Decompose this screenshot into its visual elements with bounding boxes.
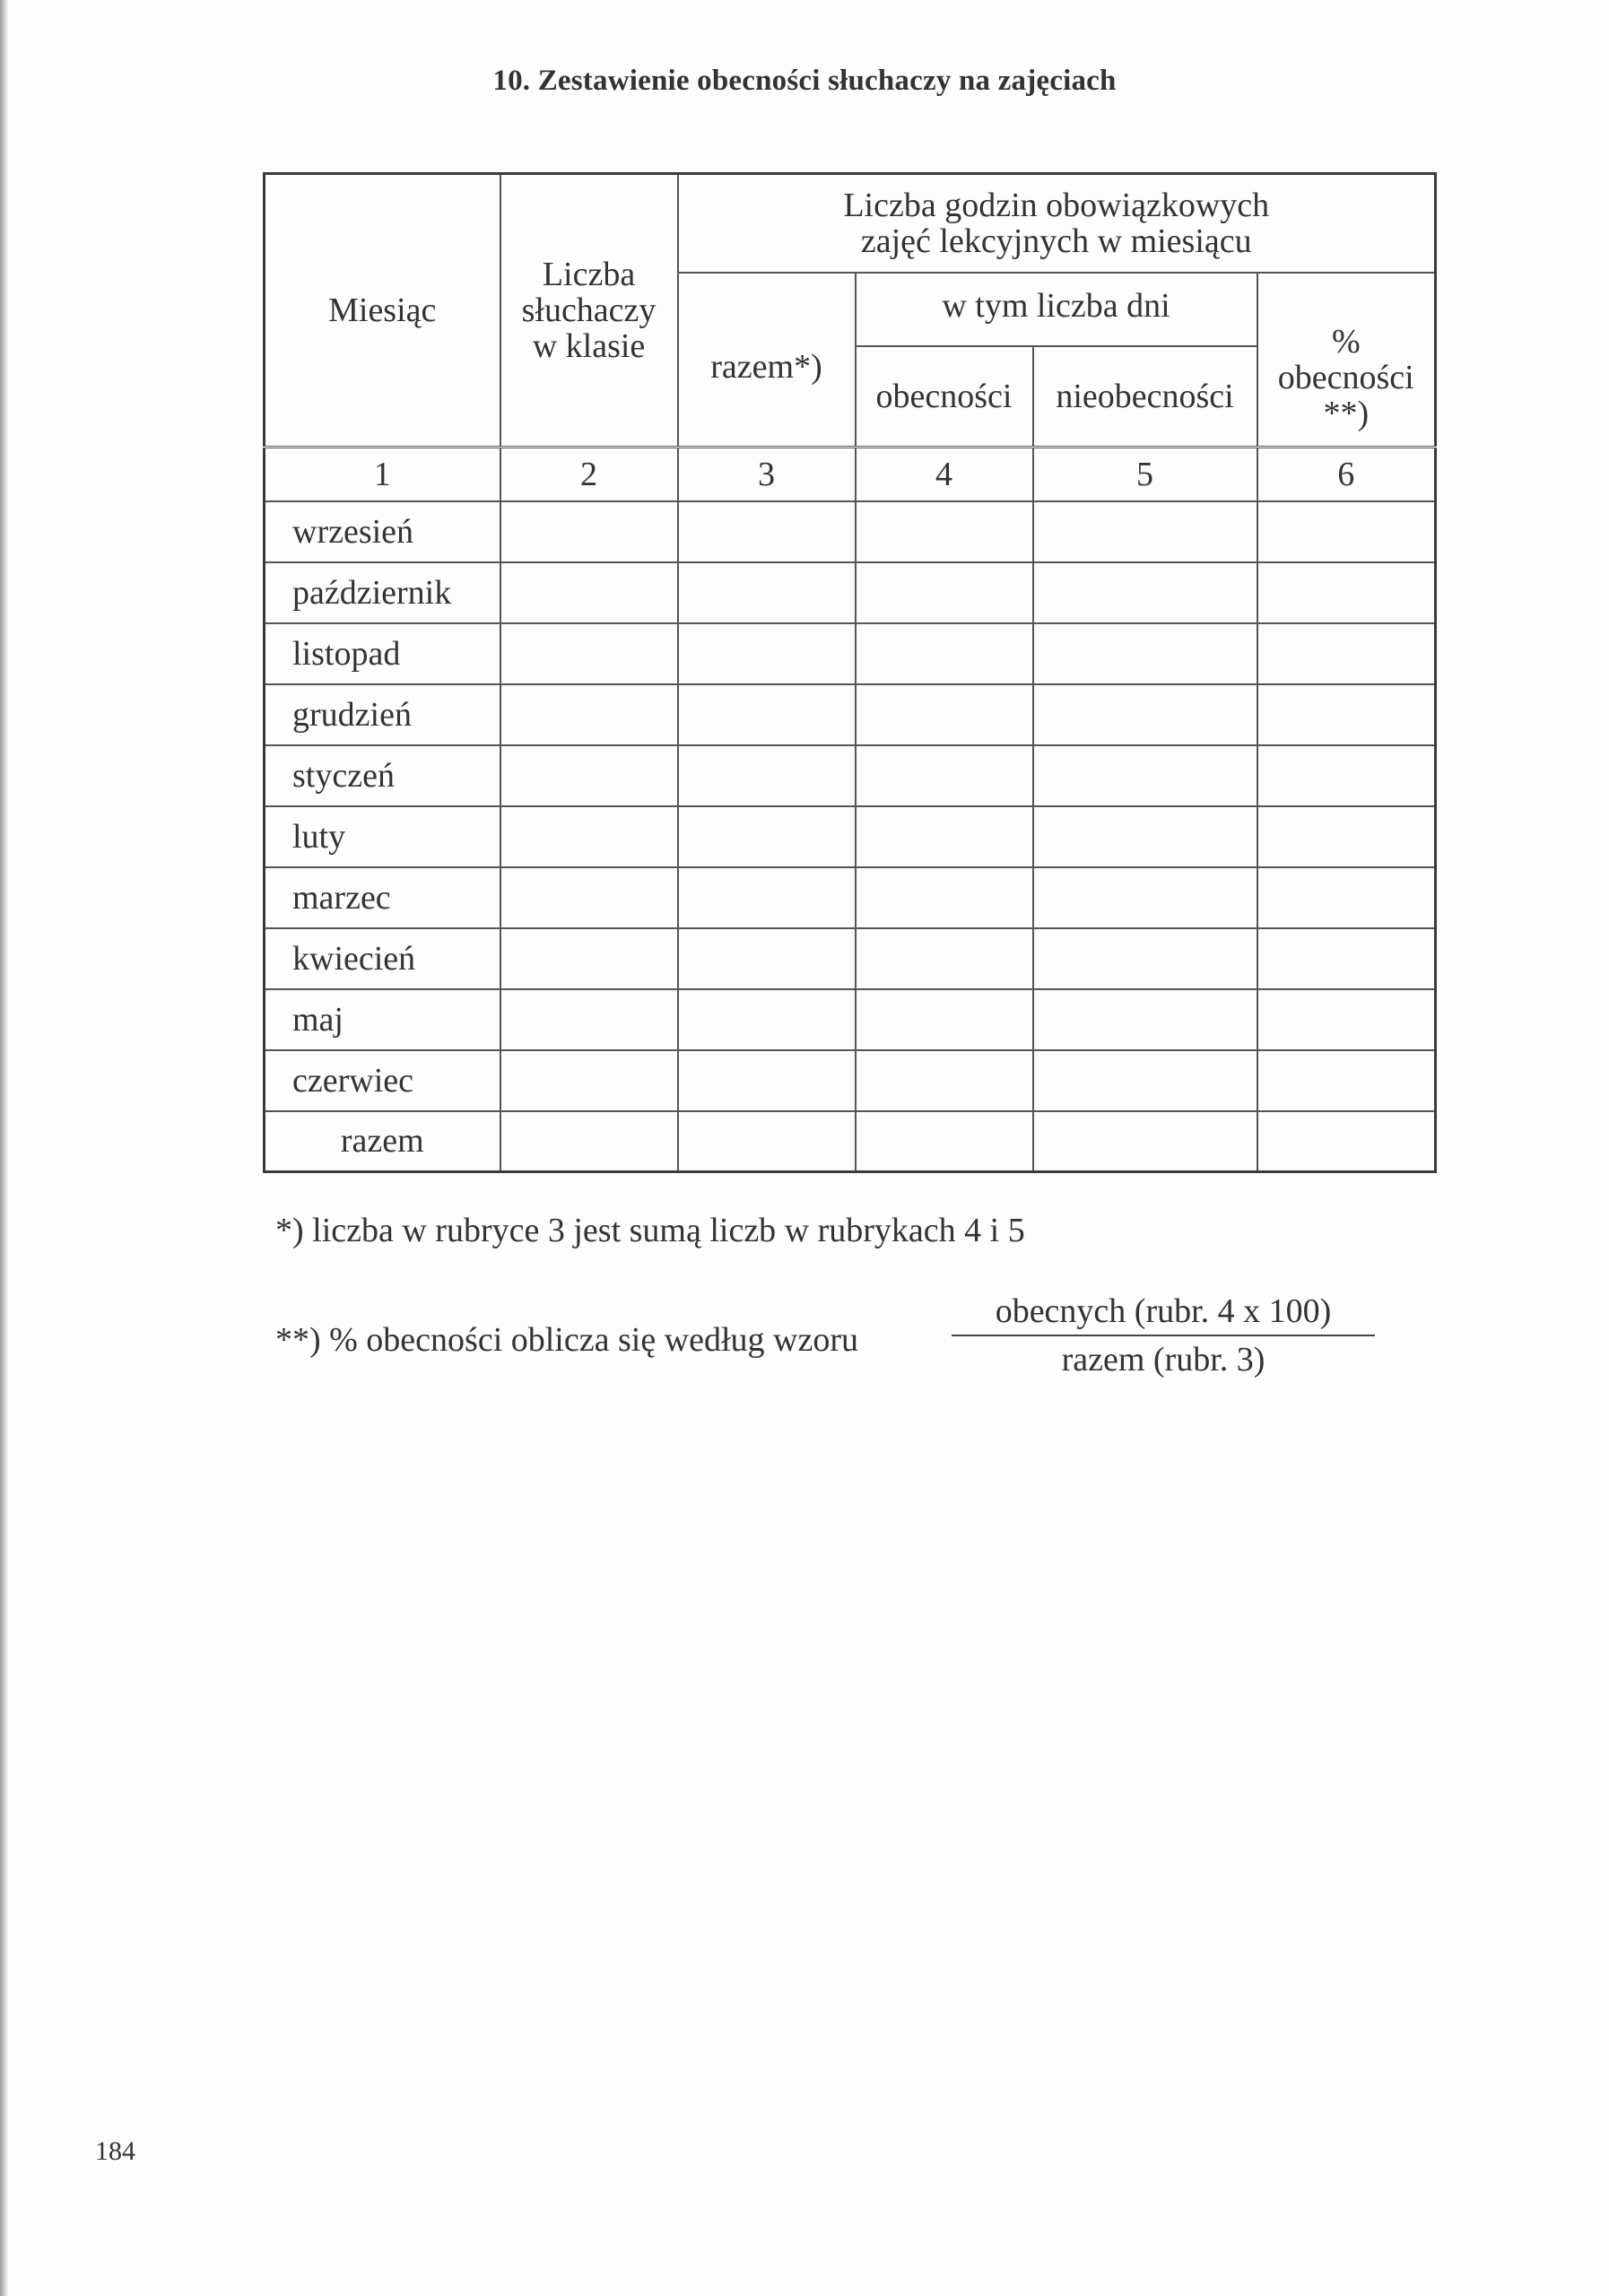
header-absent	[1033, 346, 1257, 448]
header-hours-group-line-2: zajęć lekcyjnych w miesiącu	[860, 222, 1252, 260]
cell-hours[interactable]	[678, 745, 856, 806]
cell-present[interactable]	[856, 623, 1033, 684]
table-row	[265, 623, 1436, 684]
cell-present[interactable]	[856, 562, 1033, 623]
table-row	[265, 684, 1436, 745]
cell-students[interactable]	[500, 867, 678, 928]
cell-students[interactable]	[500, 1050, 678, 1111]
table-row	[265, 989, 1436, 1050]
cell-absent[interactable]	[1033, 745, 1257, 806]
column-number: 3	[678, 448, 856, 501]
page-number: 184	[95, 2136, 135, 2166]
total-cell-hours[interactable]	[678, 1111, 856, 1172]
cell-percent[interactable]	[1257, 745, 1436, 806]
cell-present[interactable]	[856, 806, 1033, 867]
cell-absent[interactable]	[1033, 867, 1257, 928]
formula-fraction	[952, 1292, 1375, 1379]
fraction-bar	[952, 1335, 1375, 1336]
table-row	[265, 745, 1436, 806]
month-label: maj	[265, 989, 500, 1050]
cell-absent[interactable]	[1033, 501, 1257, 562]
formula-denominator: razem (rubr. 3)	[1061, 1341, 1265, 1378]
total-cell-absent[interactable]	[1033, 1111, 1257, 1172]
header-percent	[1257, 273, 1436, 448]
month-label: luty	[265, 806, 500, 867]
header-hours-group	[678, 174, 1436, 273]
cell-students[interactable]	[500, 562, 678, 623]
cell-students[interactable]	[500, 989, 678, 1050]
cell-percent[interactable]	[1257, 501, 1436, 562]
month-label: wrzesień	[265, 501, 500, 562]
table-row	[265, 928, 1436, 989]
cell-hours[interactable]	[678, 623, 856, 684]
cell-hours[interactable]	[678, 501, 856, 562]
cell-percent[interactable]	[1257, 989, 1436, 1050]
month-label: grudzień	[265, 684, 500, 745]
header-percent-line-1: %	[1331, 322, 1361, 361]
table-row	[265, 562, 1436, 623]
cell-percent[interactable]	[1257, 806, 1436, 867]
cell-absent[interactable]	[1033, 1050, 1257, 1111]
column-number: 6	[1257, 448, 1436, 501]
total-row-label: razem	[265, 1111, 500, 1172]
total-cell-present[interactable]	[856, 1111, 1033, 1172]
cell-present[interactable]	[856, 684, 1033, 745]
total-row	[265, 1111, 1436, 1172]
cell-absent[interactable]	[1033, 684, 1257, 745]
column-number: 4	[856, 448, 1033, 501]
footnote-sum: *) liczba w rubryce 3 jest sumą liczb w rubrykach 4 i 5	[275, 1212, 1025, 1249]
header-total	[678, 273, 856, 448]
column-number: 2	[500, 448, 678, 501]
attendance-table	[263, 172, 1437, 1173]
header-total-label: razem*)	[710, 348, 822, 386]
header-percent-line-2: obecności	[1277, 358, 1414, 396]
cell-students[interactable]	[500, 684, 678, 745]
cell-hours[interactable]	[678, 867, 856, 928]
cell-hours[interactable]	[678, 806, 856, 867]
month-label: kwiecień	[265, 928, 500, 989]
table-row	[265, 806, 1436, 867]
cell-hours[interactable]	[678, 989, 856, 1050]
total-cell-students[interactable]	[500, 1111, 678, 1172]
cell-students[interactable]	[500, 806, 678, 867]
table-footer	[265, 1111, 1436, 1172]
header-present	[856, 346, 1033, 448]
column-number: 1	[265, 448, 500, 501]
header-month-label: Miesiąc	[328, 291, 437, 329]
cell-hours[interactable]	[678, 562, 856, 623]
cell-present[interactable]	[856, 928, 1033, 989]
cell-absent[interactable]	[1033, 562, 1257, 623]
cell-percent[interactable]	[1257, 623, 1436, 684]
table-row	[265, 867, 1436, 928]
cell-present[interactable]	[856, 1050, 1033, 1111]
footnote-formula-text: **) % obecności oblicza się według wzoru	[275, 1321, 859, 1359]
month-label: styczeń	[265, 745, 500, 806]
cell-present[interactable]	[856, 501, 1033, 562]
cell-percent[interactable]	[1257, 928, 1436, 989]
cell-percent[interactable]	[1257, 1050, 1436, 1111]
header-percent-line-3: **)	[1323, 394, 1370, 432]
cell-students[interactable]	[500, 928, 678, 989]
table-header	[265, 174, 1436, 501]
header-absent-label: nieobecności	[1056, 377, 1234, 415]
cell-percent[interactable]	[1257, 684, 1436, 745]
column-number-row	[265, 448, 1436, 501]
cell-hours[interactable]	[678, 1050, 856, 1111]
header-hours-group-line-1: Liczba godzin obowiązkowych	[843, 186, 1270, 224]
cell-present[interactable]	[856, 989, 1033, 1050]
table-row	[265, 1050, 1436, 1111]
header-students-line-2: słuchaczy	[521, 291, 657, 329]
month-label: październik	[265, 562, 500, 623]
table-body	[265, 501, 1436, 1111]
cell-present[interactable]	[856, 745, 1033, 806]
cell-hours[interactable]	[678, 928, 856, 989]
month-label: marzec	[265, 867, 500, 928]
header-students-line-1: Liczba	[542, 256, 636, 293]
formula-numerator: obecnych (rubr. 4 x 100)	[995, 1292, 1332, 1330]
cell-students[interactable]	[500, 745, 678, 806]
header-days-subgroup	[856, 273, 1257, 346]
header-month	[265, 174, 500, 448]
cell-students[interactable]	[500, 501, 678, 562]
cell-percent[interactable]	[1257, 562, 1436, 623]
cell-absent[interactable]	[1033, 928, 1257, 989]
cell-students[interactable]	[500, 623, 678, 684]
page-title: 10. Zestawienie obecności słuchaczy na zajęciach	[492, 65, 1117, 97]
header-days-subgroup-label: w tym liczba dni	[942, 286, 1170, 325]
scan-edge-shadow	[0, 0, 8, 2296]
cell-percent[interactable]	[1257, 867, 1436, 928]
header-students	[500, 174, 678, 448]
column-number: 5	[1033, 448, 1257, 501]
header-present-label: obecności	[875, 377, 1013, 415]
header-students-line-3: w klasie	[532, 327, 646, 365]
cell-hours[interactable]	[678, 684, 856, 745]
total-cell-percent[interactable]	[1257, 1111, 1436, 1172]
table-row	[265, 501, 1436, 562]
cell-present[interactable]	[856, 867, 1033, 928]
cell-absent[interactable]	[1033, 623, 1257, 684]
month-label: czerwiec	[265, 1050, 500, 1111]
footnotes	[275, 1211, 1332, 1378]
cell-absent[interactable]	[1033, 989, 1257, 1050]
cell-absent[interactable]	[1033, 806, 1257, 867]
footnote-formula	[275, 1292, 1387, 1399]
month-label: listopad	[265, 623, 500, 684]
